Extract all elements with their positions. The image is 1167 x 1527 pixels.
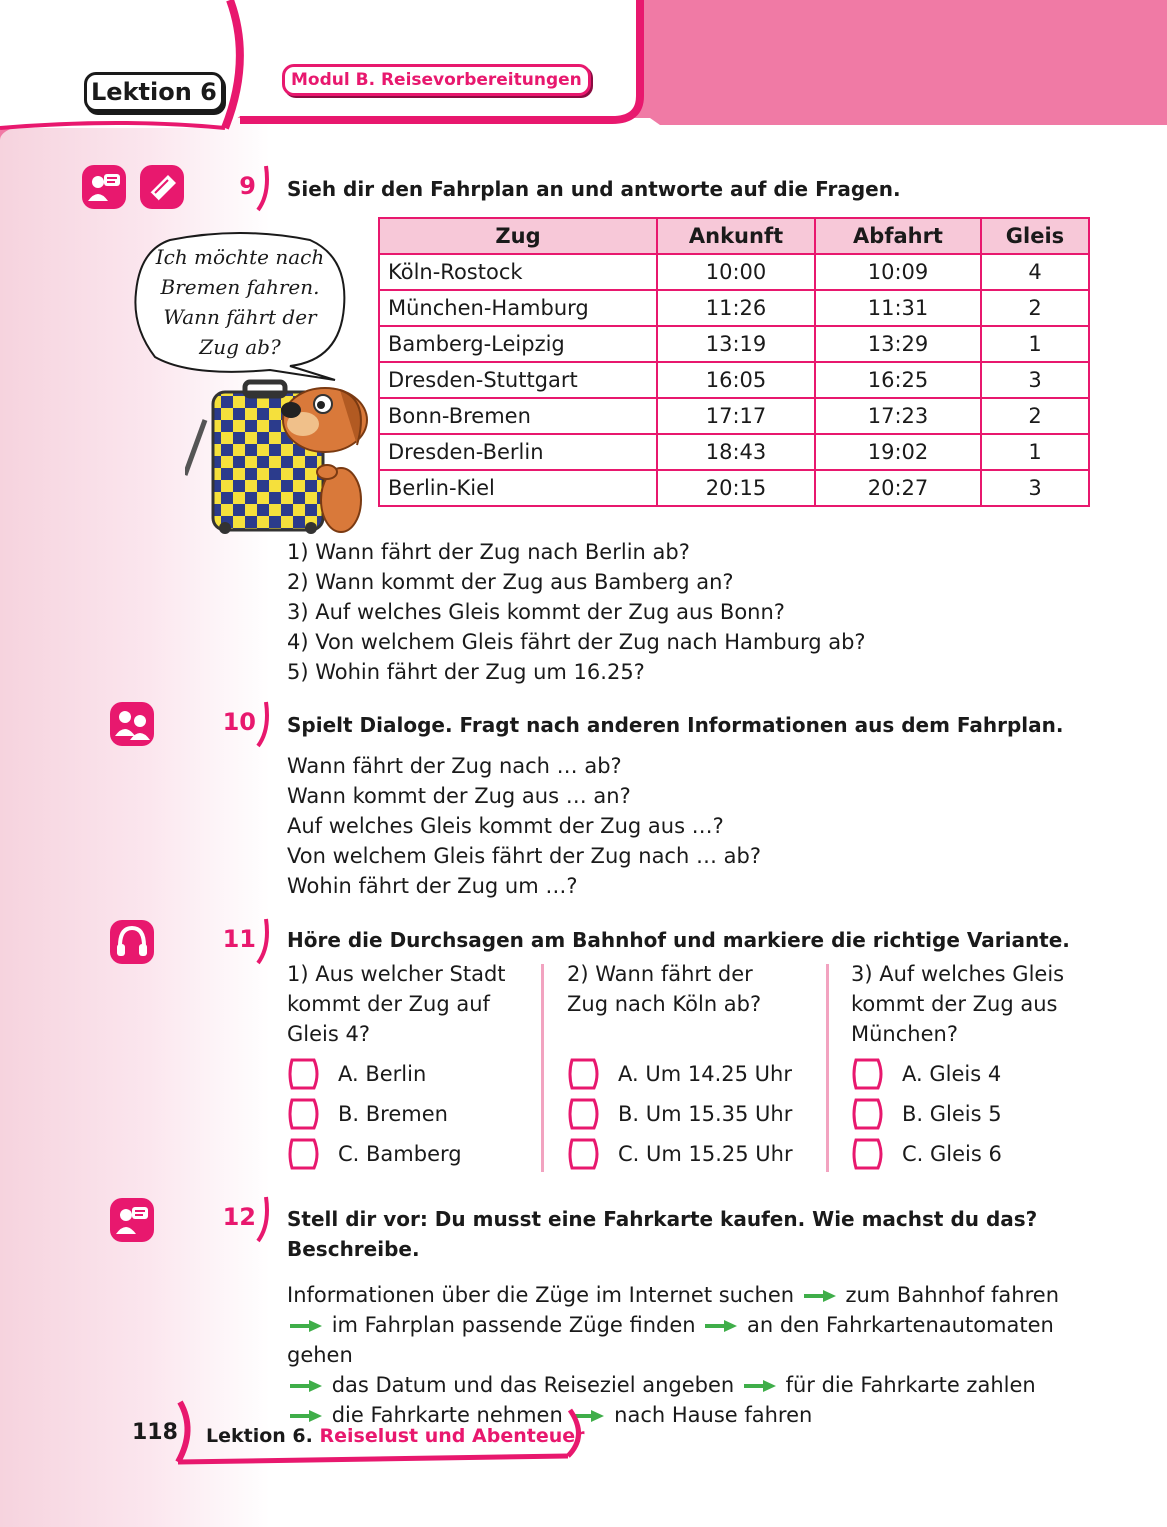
exercise-number-9: 9: [239, 172, 256, 200]
step: nach Hause fahren: [614, 1403, 813, 1427]
list-item: Wann fährt der Zug nach … ab?: [287, 754, 622, 778]
table-cell: Dresden-Berlin: [379, 434, 657, 470]
table-cell: 1: [981, 434, 1089, 470]
list-item: 4) Von welchem Gleis fährt der Zug nach Hamburg ab?: [287, 630, 866, 654]
page-number: 118: [132, 1420, 178, 1445]
suitcase-dog-illustration: [185, 360, 375, 535]
exercise-9-instruction: Sieh dir den Fahrplan an und antworte auf die Fragen.: [287, 177, 901, 201]
train-timetable: [378, 217, 1090, 507]
table-cell: Dresden-Stuttgart: [379, 362, 657, 398]
footer-title: Lektion 6. Reiselust und Abenteuer: [206, 1425, 585, 1447]
table-row: [379, 326, 1089, 362]
exercise-10-prompts: [287, 751, 761, 901]
table-header-row: [379, 218, 1089, 254]
exercise-11-instruction: Höre die Durchsagen am Bahnhof und markiere die richtige Variante.: [287, 928, 1070, 952]
answer-checkbox[interactable]: [850, 1136, 886, 1172]
answer-option: C. Um 15.25 Uhr: [618, 1142, 793, 1166]
step: für die Fahrkarte zahlen: [785, 1373, 1036, 1397]
arrow-right-icon: [704, 1319, 738, 1333]
list-item: 2) Wann kommt der Zug aus Bamberg an?: [287, 570, 734, 594]
question-1: 1) Aus welcher Stadt kommt der Zug auf Gleis 4?: [287, 962, 506, 1046]
table-cell: 13:19: [657, 326, 815, 362]
step: zum Bahnhof fahren: [845, 1283, 1060, 1307]
column-header: Zug: [379, 218, 657, 254]
answer-checkbox[interactable]: [566, 1136, 602, 1172]
column-header: Ankunft: [657, 218, 815, 254]
exercise-10-instruction: Spielt Dialoge. Fragt nach anderen Informationen aus dem Fahrplan.: [287, 713, 1064, 737]
table-row: [379, 362, 1089, 398]
question-3: 3) Auf welches Gleis kommt der Zug aus München?: [851, 962, 1065, 1046]
table-cell: 2: [981, 290, 1089, 326]
list-item: 3) Auf welches Gleis kommt der Zug aus Bonn?: [287, 600, 785, 624]
table-cell: 13:29: [815, 326, 981, 362]
exercise-12-instruction: Stell dir vor: Du musst eine Fahrkarte kaufen. Wie machst du das? Beschreibe.: [287, 1207, 1038, 1261]
step: Informationen über die Züge im Internet suchen: [287, 1283, 795, 1307]
answer-option: A. Berlin: [338, 1062, 427, 1086]
list-item: Wohin fährt der Zug um …?: [287, 874, 578, 898]
table-cell: 11:26: [657, 290, 815, 326]
answer-checkbox[interactable]: [286, 1136, 322, 1172]
answer-option: B. Um 15.35 Uhr: [618, 1102, 793, 1126]
step: die Fahrkarte nehmen: [331, 1403, 563, 1427]
number-bracket: [256, 164, 272, 214]
module-badge: Modul B. Reisevorbereitungen: [282, 64, 591, 96]
speech-icon: [110, 1198, 154, 1242]
table-cell: 17:17: [657, 398, 815, 434]
headphones-icon: [110, 920, 154, 964]
list-item: Auf welches Gleis kommt der Zug aus …?: [287, 814, 724, 838]
table-cell: 19:02: [815, 434, 981, 470]
pair-work-icon: [110, 702, 154, 746]
lesson-badge: Lektion 6: [84, 72, 224, 112]
answer-option: B. Gleis 5: [902, 1102, 1002, 1126]
table-row: [379, 254, 1089, 290]
arrow-right-icon: [803, 1289, 837, 1303]
answer-checkbox[interactable]: [566, 1096, 602, 1132]
table-cell: 20:15: [657, 470, 815, 506]
exercise-9-questions: [287, 537, 866, 687]
number-bracket: [256, 1195, 272, 1245]
table-cell: 3: [981, 470, 1089, 506]
table-cell: 16:25: [815, 362, 981, 398]
exercise-number-11: 11: [222, 925, 256, 953]
list-item: Von welchem Gleis fährt der Zug nach … ab?: [287, 844, 761, 868]
arrow-right-icon: [289, 1319, 323, 1333]
list-item: 5) Wohin fährt der Zug um 16.25?: [287, 660, 645, 684]
table-cell: Berlin-Kiel: [379, 470, 657, 506]
table-row: [379, 398, 1089, 434]
page-left-gradient: [0, 0, 270, 1527]
answer-checkbox[interactable]: [566, 1056, 602, 1092]
table-cell: Köln-Rostock: [379, 254, 657, 290]
step: im Fahrplan passende Züge finden: [331, 1313, 696, 1337]
table-cell: 1: [981, 326, 1089, 362]
answer-checkbox[interactable]: [286, 1096, 322, 1132]
column-header: Abfahrt: [815, 218, 981, 254]
table-cell: 18:43: [657, 434, 815, 470]
column-divider: [826, 964, 829, 1172]
table-cell: 10:00: [657, 254, 815, 290]
question-2: 2) Wann fährt der Zug nach Köln ab?: [567, 962, 762, 1016]
answer-checkbox[interactable]: [850, 1096, 886, 1132]
table-row: [379, 470, 1089, 506]
answer-option: C. Gleis 6: [902, 1142, 1002, 1166]
speech-icon: [82, 165, 126, 209]
list-item: Wann kommt der Zug aus … an?: [287, 784, 631, 808]
table-row: [379, 290, 1089, 326]
book-icon: [140, 165, 184, 209]
answer-option: B. Bremen: [338, 1102, 448, 1126]
table-cell: Bamberg-Leipzig: [379, 326, 657, 362]
step: an den Fahrkartenautomaten gehen: [287, 1313, 1054, 1367]
table-cell: München-Hamburg: [379, 290, 657, 326]
column-divider: [541, 964, 544, 1172]
number-bracket: [256, 917, 272, 967]
bubble-text: Ich möchte nach Bremen fahren. Wann fährt der Zug ab?: [155, 245, 325, 359]
list-item: 1) Wann fährt der Zug nach Berlin ab?: [287, 540, 690, 564]
table-cell: 2: [981, 398, 1089, 434]
answer-checkbox[interactable]: [850, 1056, 886, 1092]
answer-option: A. Um 14.25 Uhr: [618, 1062, 792, 1086]
answer-option: C. Bamberg: [338, 1142, 462, 1166]
table-cell: Bonn-Bremen: [379, 398, 657, 434]
table-cell: 17:23: [815, 398, 981, 434]
number-bracket: [256, 700, 272, 750]
step: das Datum und das Reiseziel angeben: [331, 1373, 735, 1397]
table-row: [379, 434, 1089, 470]
answer-option: A. Gleis 4: [902, 1062, 1002, 1086]
table-cell: 4: [981, 254, 1089, 290]
table-cell: 3: [981, 362, 1089, 398]
table-cell: 20:27: [815, 470, 981, 506]
exercise-number-10: 10: [222, 708, 256, 736]
answer-checkbox[interactable]: [286, 1056, 322, 1092]
arrow-right-icon: [743, 1379, 777, 1393]
exercise-number-12: 12: [222, 1203, 256, 1231]
table-cell: 16:05: [657, 362, 815, 398]
table-cell: 10:09: [815, 254, 981, 290]
table-cell: 11:31: [815, 290, 981, 326]
column-header: Gleis: [981, 218, 1089, 254]
